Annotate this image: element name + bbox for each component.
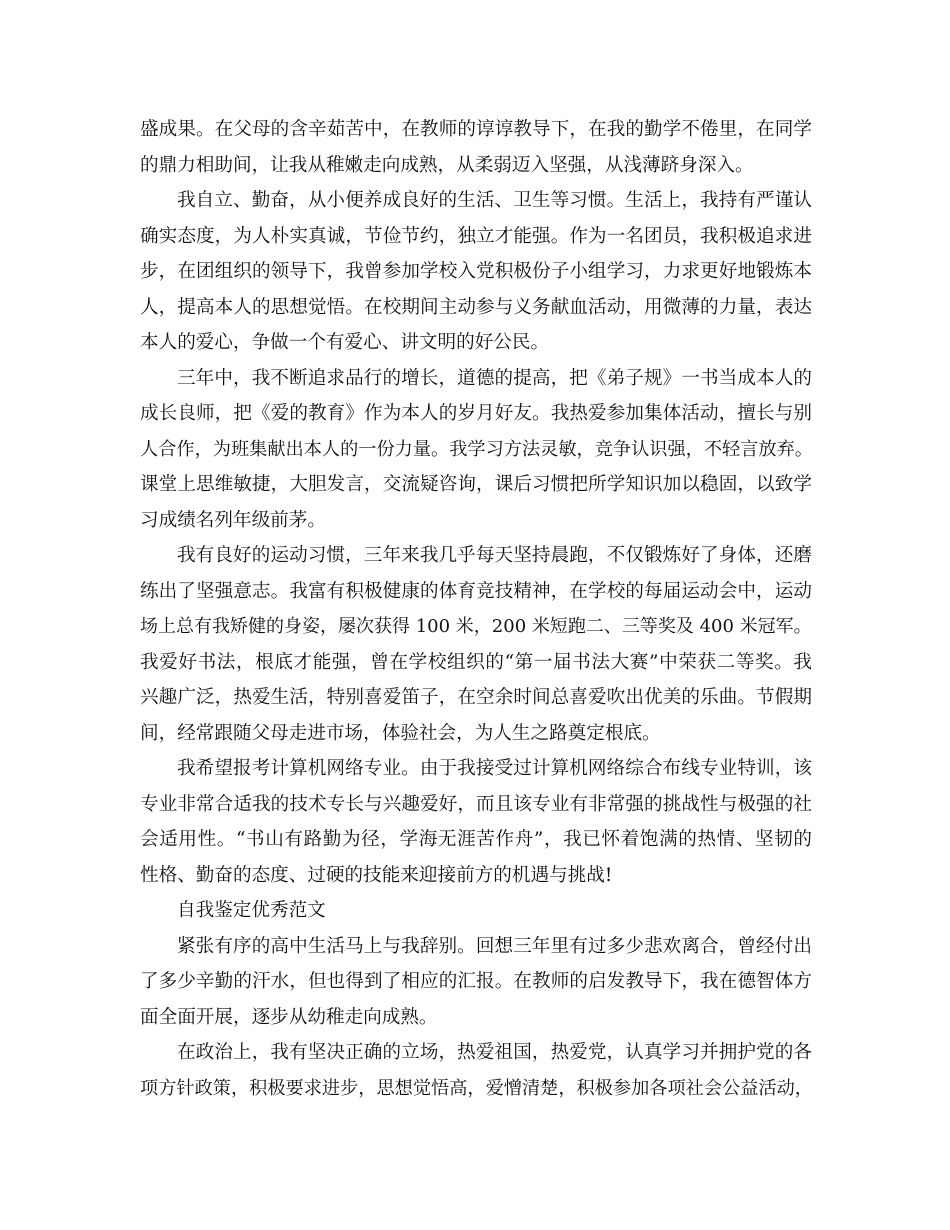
text-line: 的鼎力相助间，让我从稚嫩走向成熟，从柔弱迈入坚强，从浅薄跻身深入。 <box>140 154 754 176</box>
text-line: 成长良师，把《爱的教育》作为本人的岁月好友。我热爱参加集体活动，擅长与别 <box>140 403 812 424</box>
text-line: 项方针政策，积极要求进步，思想觉悟高，爱憎清楚，积极参加各项社会公益活动， <box>140 1077 813 1099</box>
text-line: 人合作，为班集献出本人的一份力量。我学习方法灵敏，竞争认识强，不轻言放弃。 <box>140 438 813 460</box>
text-line: 习成绩名列年级前茅。 <box>140 509 326 531</box>
text-line: 三年中，我不断追求品行的增长，道德的提高，把《弟子规》一书当成本人的 <box>177 367 812 389</box>
text-line: 性格、勤奋的态度、过硬的技能来迎接前方的机遇与挑战! <box>140 864 613 886</box>
text-line: 专业非常合适我的技术专长与兴趣爱好，而且该专业有非常强的挑战性与极强的社 <box>140 793 812 815</box>
text-line: 步，在团组织的领导下，我曾参加学校入党积极份子小组学习，力求更好地锻炼本 <box>140 261 812 282</box>
text-line: 自我鉴定优秀范文 <box>177 900 326 921</box>
document-body <box>140 112 812 1106</box>
text-line: 我爱好书法，根底才能强，曾在学校组织的“第一届书法大赛”中荣获二等奖。我 <box>140 651 812 673</box>
text-line: 确实态度，为人朴实真诚，节俭节约，独立才能强。作为一名团员，我积极追求进 <box>140 225 812 247</box>
text-line: 我自立、勤奋，从小便养成良好的生活、卫生等习惯。生活上，我持有严谨认 <box>177 190 812 211</box>
text-line: 间，经常跟随父母走进市场，体验社会，为人生之路奠定根底。 <box>140 722 661 744</box>
text-line: 课堂上思维敏捷，大胆发言，交流疑咨询，课后习惯把所学知识加以稳固，以致学 <box>140 474 812 495</box>
text-line: 兴趣广泛，热爱生活，特别喜爱笛子，在空余时间总喜爱吹出优美的乐曲。节假期 <box>140 687 812 708</box>
text-line: 面全面开展，逐步从幼稚走向成熟。 <box>140 1006 438 1028</box>
text-line: 紧张有序的高中生活马上与我辞别。回想三年里有过多少悲欢离合，曾经付出 <box>177 935 812 957</box>
text-line: 盛成果。在父母的含辛茹苦中，在教师的谆谆教导下，在我的勤学不倦里，在同学 <box>140 119 812 140</box>
text-line: 会适用性。“书山有路勤为径，学海无涯苦作舟”，我已怀着饱满的热情、坚韧的 <box>140 829 812 850</box>
text-line: 了多少辛勤的汗水，但也得到了相应的汇报。在教师的启发教导下，我在德智体方 <box>140 971 812 992</box>
text-line: 我希望报考计算机网络专业。由于我接受过计算机网络综合布线专业特训，该 <box>177 758 812 779</box>
text-line: 场上总有我矫健的身姿，屡次获得 100 米，200 米短跑二、三等奖及 400 米冠军。 <box>140 616 812 637</box>
text-line: 在政治上，我有坚决正确的立场，热爱祖国，热爱党，认真学习并拥护党的各 <box>177 1042 812 1063</box>
text-line: 人，提高本人的思想觉悟。在校期间主动参与义务献血活动，用微薄的力量，表达 <box>140 296 812 318</box>
text-line: 我有良好的运动习惯，三年来我几乎每天坚持晨跑，不仅锻炼好了身体，还磨 <box>177 545 812 566</box>
text-line: 练出了坚强意志。我富有积极健康的体育竞技精神，在学校的每届运动会中，运动 <box>140 580 812 602</box>
text-line: 本人的爱心，争做一个有爱心、讲文明的好公民。 <box>140 332 550 353</box>
